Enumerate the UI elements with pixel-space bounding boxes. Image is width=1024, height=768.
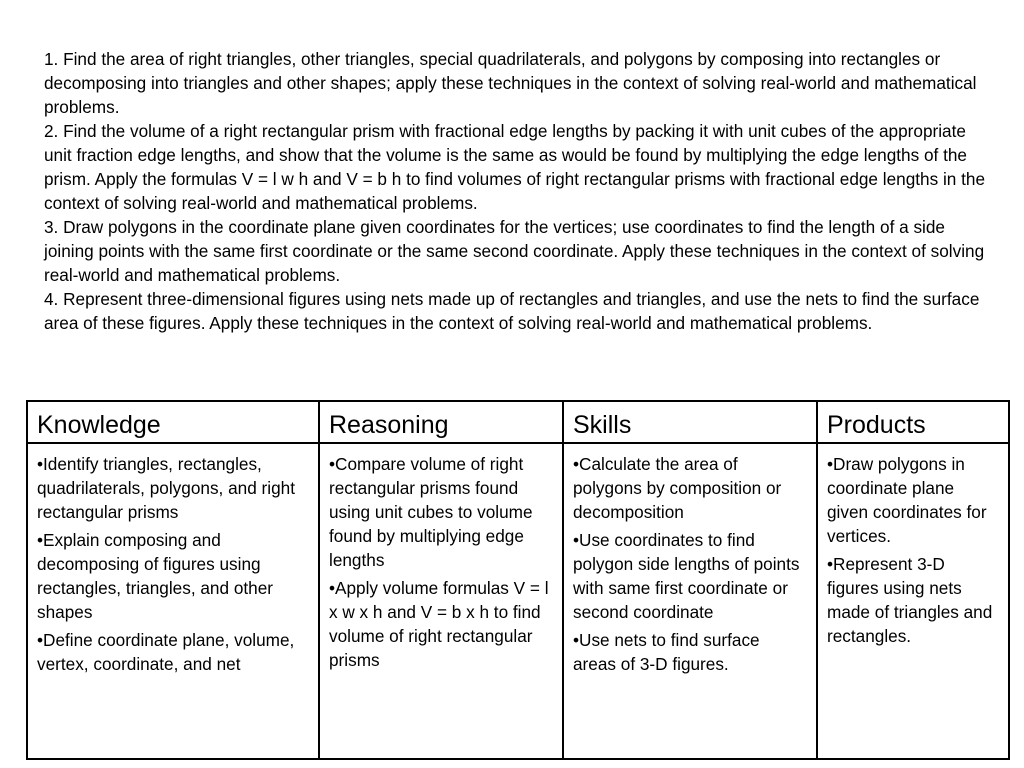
list-item: • Use coordinates to find polygon side lengths of points with same first coordinate or second coordinate	[573, 528, 807, 624]
standard-3: 3. Draw polygons in the coordinate plane given coordinates for the vertices; use coordinates to find the length of a side joining points with the same first coordinate or the same second coordinate. Apply these techniques in the context of solving real-world and mathematical problems.	[44, 217, 985, 285]
standard-2: 2. Find the volume of a right rectangular prism with fractional edge lengths by packing it with unit cubes of the appropriate unit fraction edge lengths, and show that the volume is the same as would be found by multiplying the edge lengths of the prism. Apply the formulas V = l w h and V = b h to find volumes of right rectangular prisms with fractional edge lengths in the context of solving real-world and mathematical problems.	[44, 121, 986, 213]
list-item: • Explain composing and decomposing of figures using rectangles, triangles, and other shapes	[37, 528, 309, 624]
list-item: • Define coordinate plane, volume, vertex, coordinate, and net	[37, 628, 309, 676]
header-knowledge: Knowledge	[27, 401, 319, 443]
knowledge-cell	[27, 443, 319, 759]
table-header-row	[27, 401, 1009, 443]
list-item: • Use nets to find surface areas of 3-D figures.	[573, 628, 807, 676]
standard-4: 4. Represent three-dimensional figures using nets made up of rectangles and triangles, and use the nets to find the surface area of these figures. Apply these techniques in the context of solving real-world and mathematical problems.	[44, 289, 980, 333]
standards-text	[44, 47, 994, 335]
list-item: • Compare volume of right rectangular prisms found using unit cubes to volume found by multiplying edge lengths	[329, 452, 553, 572]
list-item: • Represent 3-D figures using nets made of triangles and rectangles.	[827, 552, 999, 648]
list-item: • Calculate the area of polygons by composition or decomposition	[573, 452, 807, 524]
learning-targets-table	[26, 400, 1010, 760]
products-cell	[817, 443, 1009, 759]
header-skills: Skills	[563, 401, 817, 443]
list-item: • Identify triangles, rectangles, quadrilaterals, polygons, and right rectangular prisms	[37, 452, 309, 524]
list-item: • Draw polygons in coordinate plane given coordinates for vertices.	[827, 452, 999, 548]
skills-cell	[563, 443, 817, 759]
list-item: • Apply volume formulas V = l x w x h and V = b x h to find volume of right rectangular prisms	[329, 576, 553, 672]
header-reasoning: Reasoning	[319, 401, 563, 443]
table-row	[27, 443, 1009, 759]
reasoning-cell	[319, 443, 563, 759]
header-products: Products	[817, 401, 1009, 443]
standard-1: 1. Find the area of right triangles, other triangles, special quadrilaterals, and polygons by composing into rectangles or decomposing into triangles and other shapes; apply these techniques in the context of solving real-world and mathematical problems.	[44, 49, 977, 117]
